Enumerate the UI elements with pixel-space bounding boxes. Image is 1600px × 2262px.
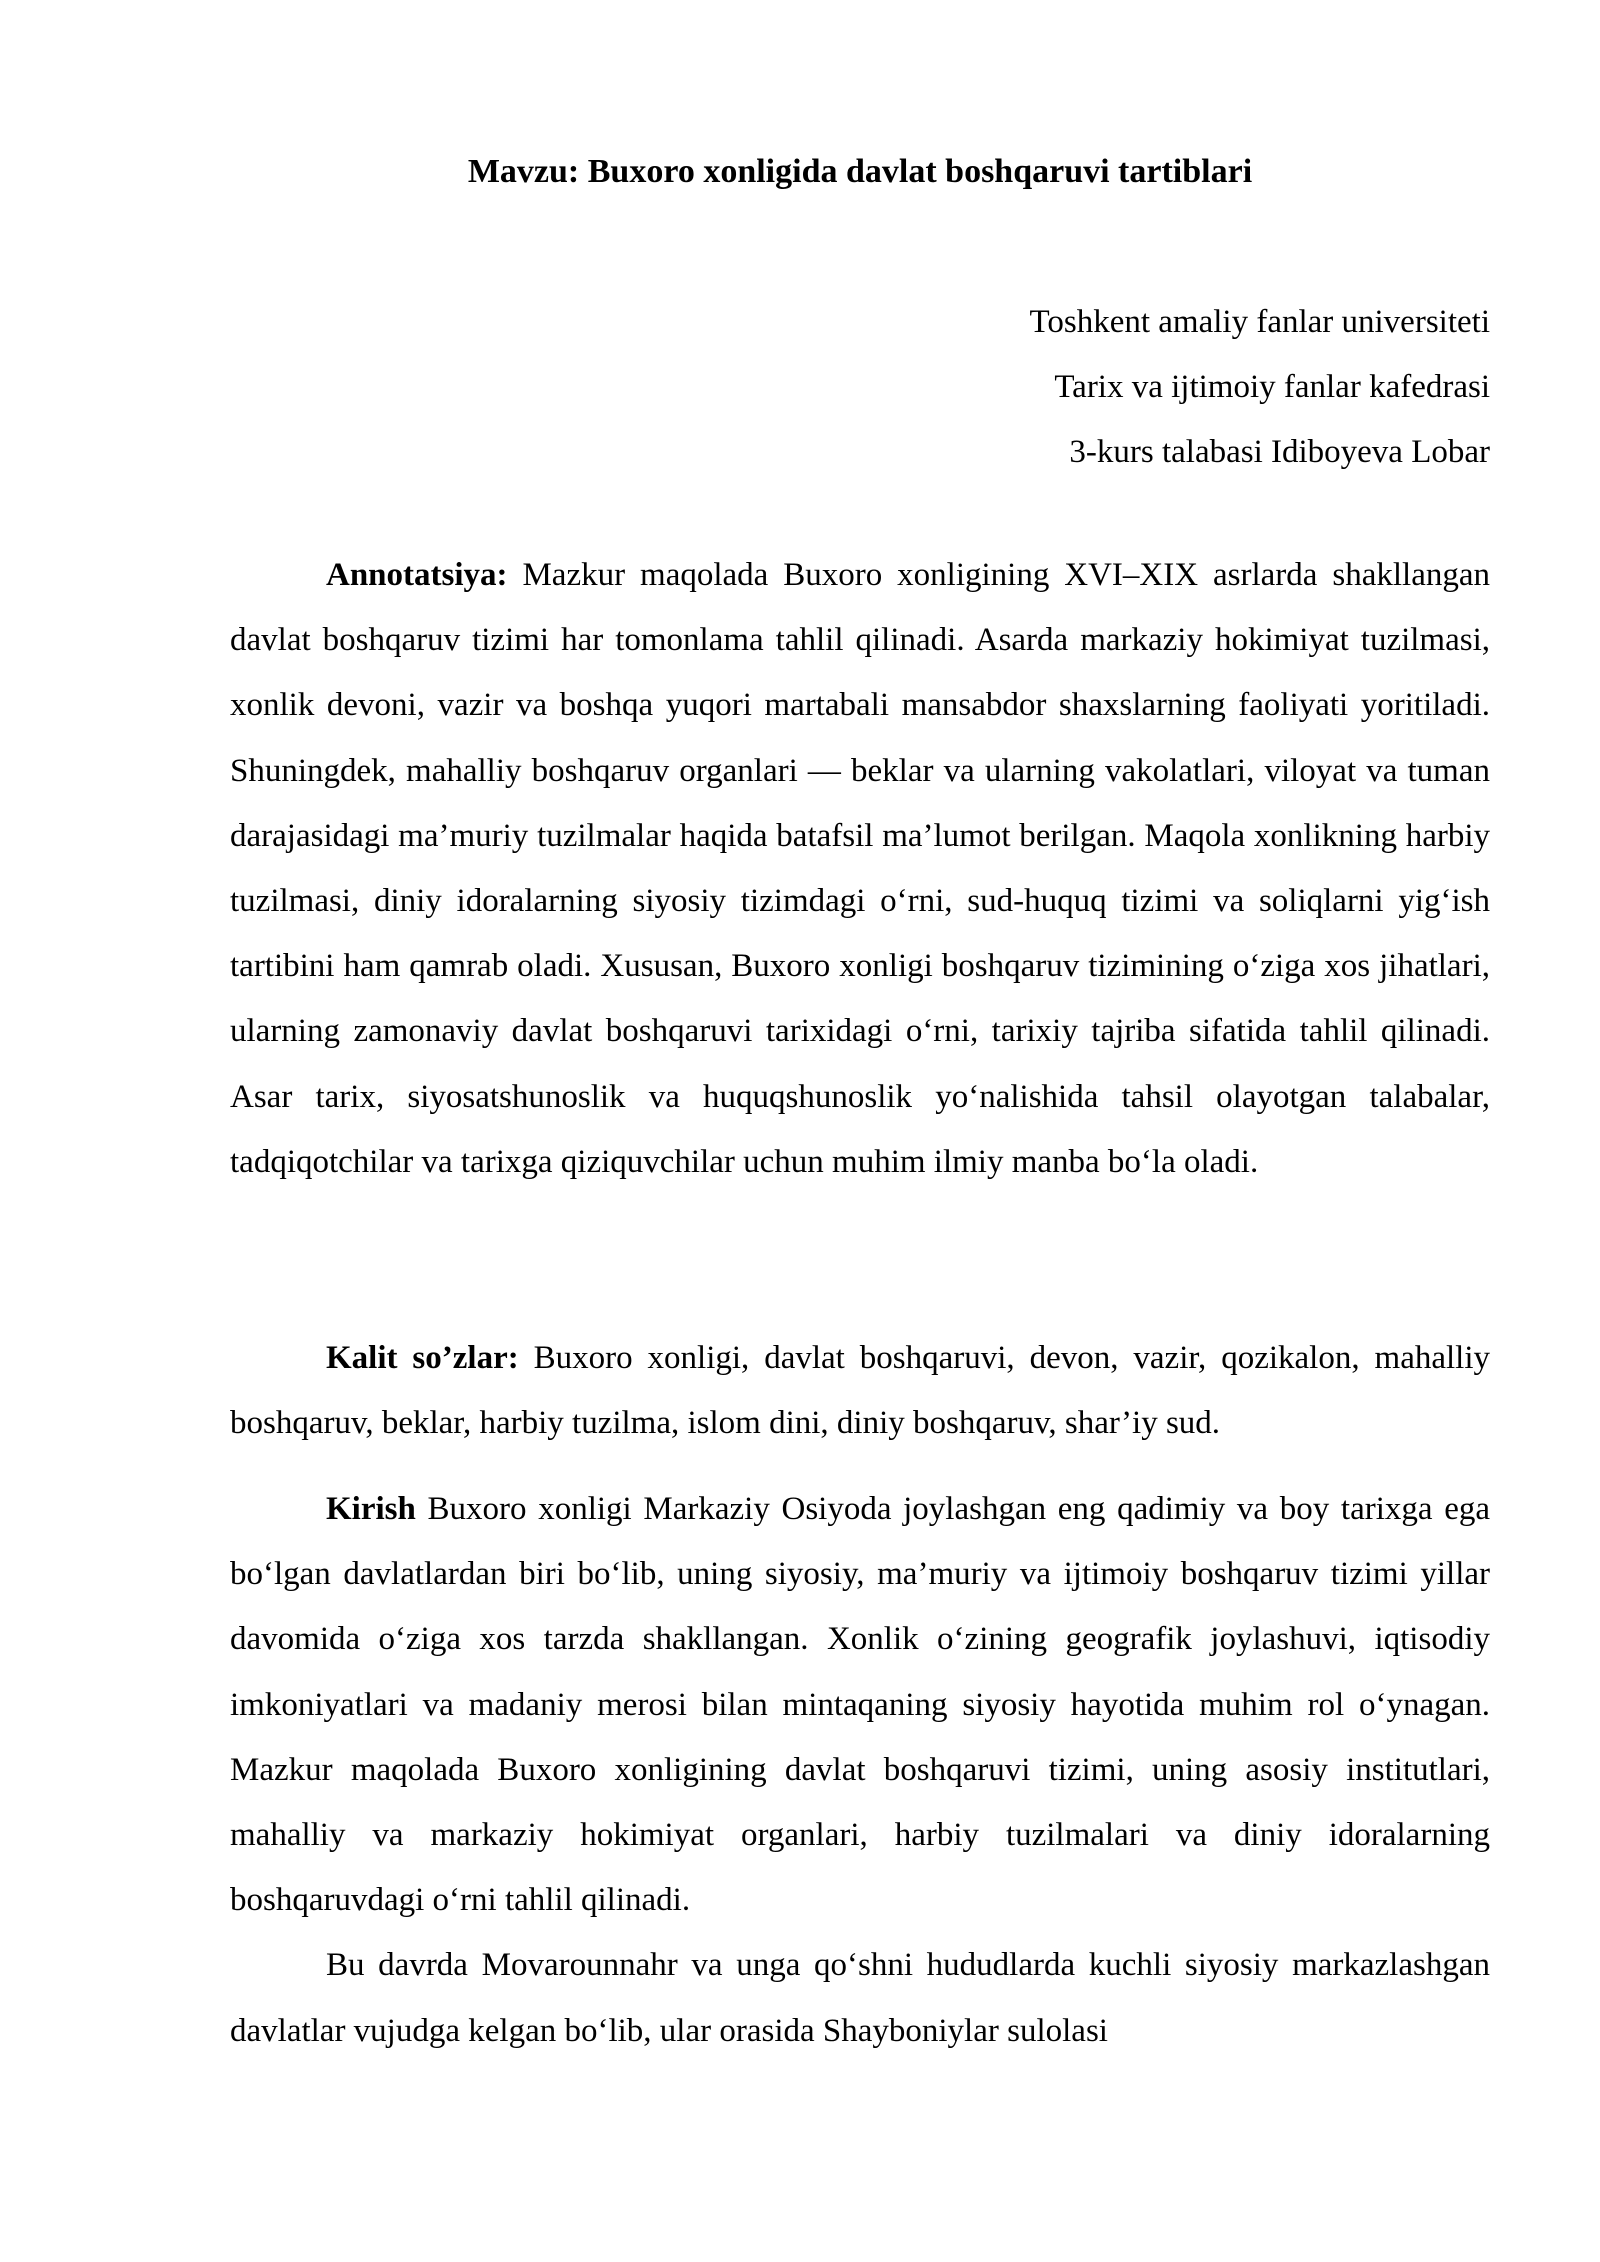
author-affiliation [1030,290,1490,485]
document-title: Mavzu: Buxoro xonligida davlat boshqaruvi tartiblari [467,153,1253,190]
annotation-paragraph [230,543,1490,1195]
keywords-text: Buxoro xonligi, davlat boshqaruvi, devon, vazir, qozikalon, mahalliy boshqaruv, beklar, harbiy tuzilma, islom dini, diniy boshqaruv, shar’iy sud. [230,1340,1490,1442]
affiliation-university: Toshkent amaliy fanlar universiteti [1029,304,1490,340]
introduction-label: Kirish [326,1491,416,1527]
keywords-section [230,1326,1490,1456]
annotation-label: Annotatsiya: [326,557,508,593]
introduction-text: Buxoro xonligi Markaziy Osiyoda joylashgan eng qadimiy va boy tarixga ega bo‘lgan davlatlardan biri bo‘lib, uning siyosiy, ma’muriy va ijtimoiy boshqaruv tizimi yillar davomida o‘ziga xos tarzda shakllangan. Xonlik o‘zining geografik joylashuvi, iqtisodiy imkoniyatlari va madaniy merosi bilan mintaqaning siyosiy hayotida muhim rol o‘ynagan. Mazkur maqolada Buxoro xonligining davlat boshqaruvi tizimi, uning asosiy institutlari, mahalliy va markaziy hokimiyat organlari, harbiy tuzilmalari va diniy idoralarning boshqaruvdagi o‘rni tahlil qilinadi. [230,1491,1490,1919]
annotation-section [230,543,1490,1195]
keywords-label: Kalit so’zlar: [326,1340,519,1376]
annotation-text: Mazkur maqolada Buxoro xonligining XVI–XIX asrlarda shakllangan davlat boshqaruv tizimi har tomonlama tahlil qilinadi. Asarda markaziy hokimiyat tuzilmasi, xonlik devoni, vazir va boshqa yuqori martabali mansabdor shaxslarning faoliyati yoritiladi. Shuningdek, mahalliy boshqaruv organlari — beklar va ularning vakolatlari, viloyat va tuman darajasidagi ma’muriy tuzilmalar haqida batafsil ma’lumot berilgan. Maqola xonlikning harbiy tuzilmasi, diniy idoralarning siyosiy tizimdagi o‘rni, sud-huquq tizimi va soliqlarni yig‘ish tartibini ham qamrab oladi. Xususan, Buxoro xonligi boshqaruv tizimining o‘ziga xos jihatlari, ularning zamonaviy davlat boshqaruvi tarixidagi o‘rni, tarixiy tajriba sifatida tahlil qilinadi. Asar tarix, siyosatshunoslik va huquqshunoslik yo‘nalishida tahsil olayotgan talabalar, tadqiqotchilar va tarixga qiziquvchilar uchun muhim ilmiy manba bo‘la oladi. [230,557,1490,1180]
introduction-paragraph [230,1477,1490,1933]
introduction-section [230,1477,1490,2064]
affiliation-author: 3-kurs talabasi Idiboyeva Lobar [1069,434,1490,470]
affiliation-department: Tarix va ijtimoiy fanlar kafedrasi [1054,369,1490,405]
keywords-paragraph [230,1326,1490,1456]
introduction-paragraph-2: Bu davrda Movarounnahr va unga qo‘shni hududlarda kuchli siyosiy markazlashgan davlatlar vujudga kelgan bo‘lib, ular orasida Shayboniylar sulolasi [230,1947,1490,2049]
